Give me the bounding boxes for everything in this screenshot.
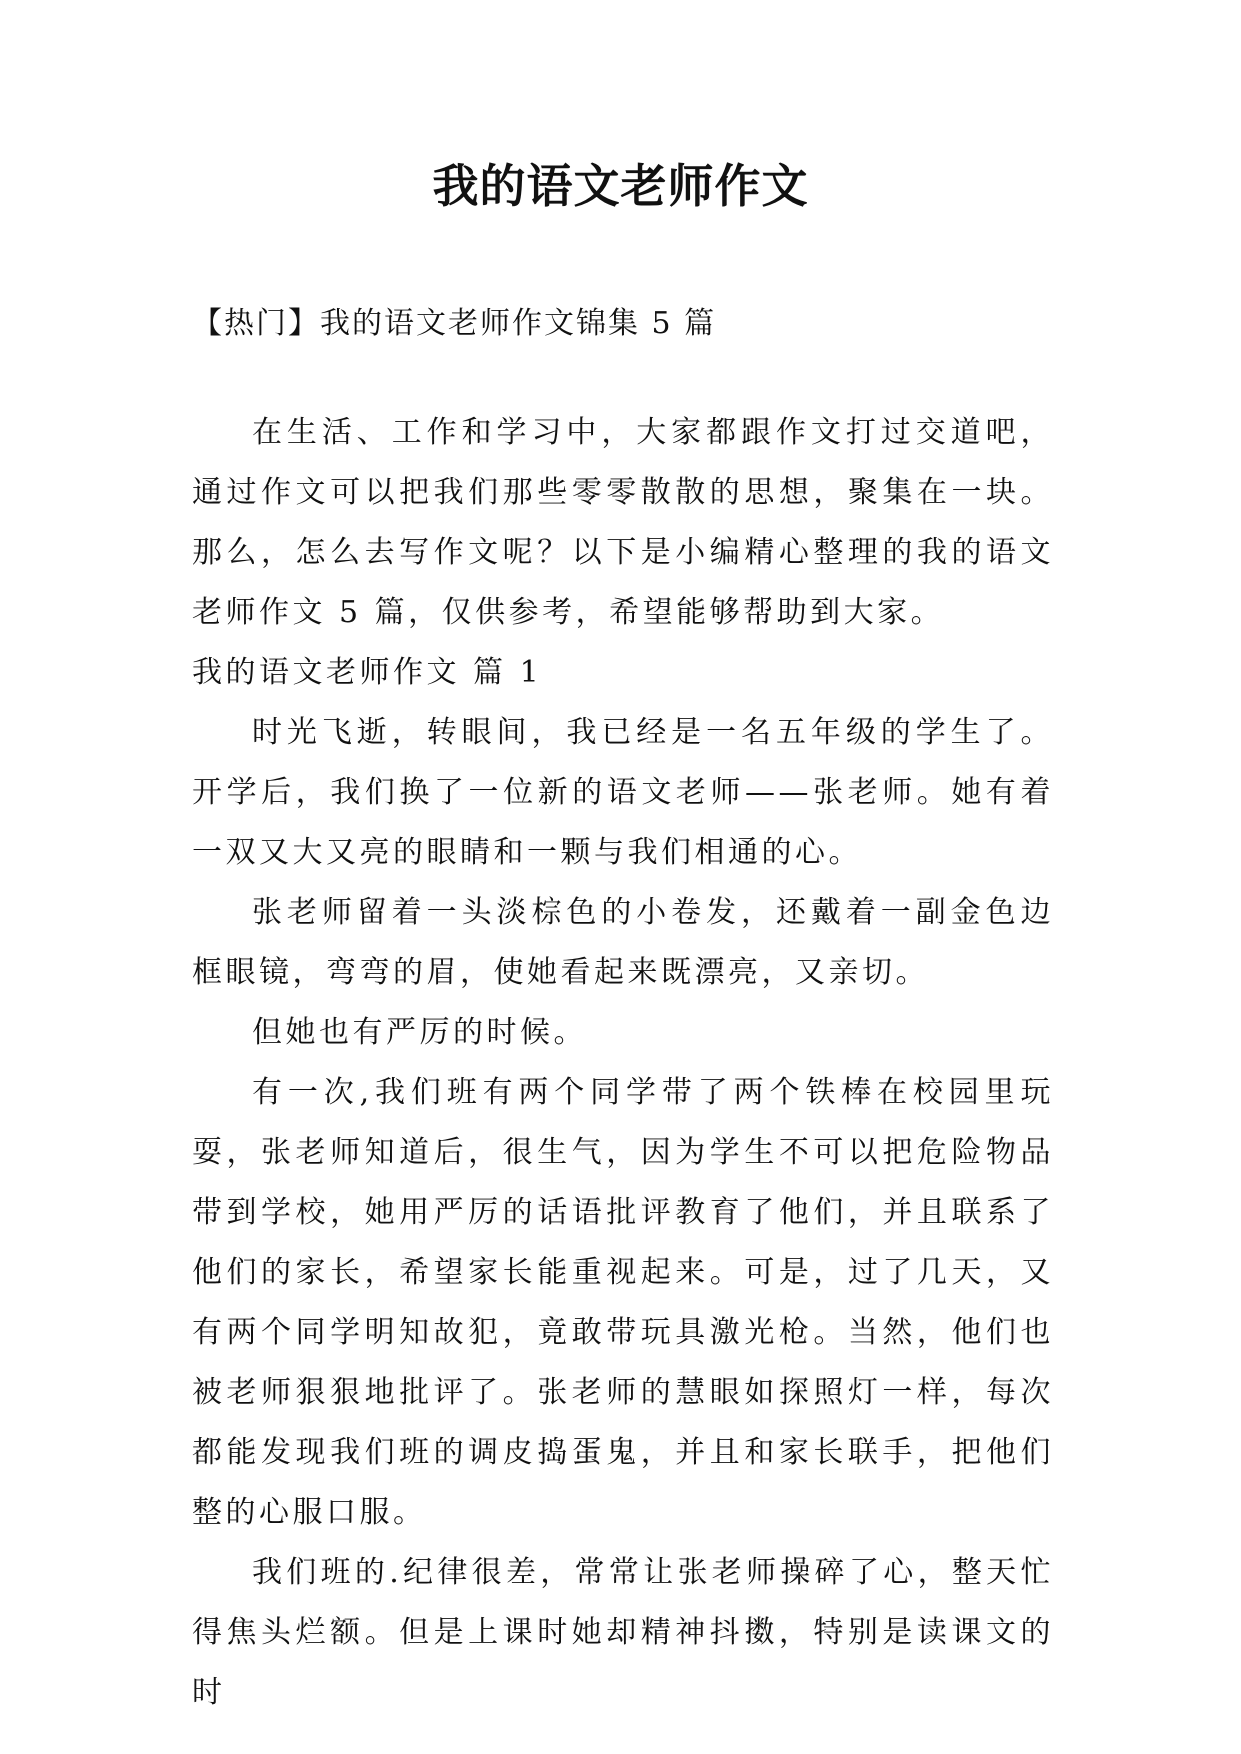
document-subtitle: 【热门】我的语文老师作文锦集 5 篇	[192, 306, 717, 341]
paragraph: 但她也有严厉的时候。	[252, 1015, 587, 1050]
section-heading: 我的语文老师作文 篇 1	[192, 655, 543, 690]
paragraph: 我们班的.纪律很差，常常让张老师操碎了心，整天忙得焦头烂额。但是上课时她却精神抖擞，特别是读课文的时	[192, 1555, 1054, 1710]
paragraph: 有一次,我们班有两个同学带了两个铁棒在校园里玩耍，张老师知道后，很生气，因为学生不可以把危险物品带到学校，她用严厉的话语批评教育了他们，并且联系了他们的家长，希望家长能重视起来。可是，过了几天，又有两个同学明知故犯，竟敢带玩具激光枪。当然，他们也被老师狠狠地批评了。张老师的慧眼如探照灯一样，每次都能发现我们班的调皮捣蛋鬼，并且和家长联手，把他们整的心服口服。	[192, 1075, 1054, 1530]
document-body	[192, 403, 1054, 1723]
paragraph: 时光飞逝，转眼间，我已经是一名五年级的学生了。开学后，我们换了一位新的语文老师——张老师。她有着一双又大又亮的眼睛和一颗与我们相通的心。	[192, 715, 1054, 870]
paragraph: 在生活、工作和学习中，大家都跟作文打过交道吧，通过作文可以把我们那些零零散散的思想，聚集在一块。那么，怎么去写作文呢？以下是小编精心整理的我的语文老师作文 5 篇，仅供参考，希望能够帮助到大家。	[192, 415, 1054, 630]
paragraph: 张老师留着一头淡棕色的小卷发，还戴着一副金色边框眼镜，弯弯的眉，使她看起来既漂亮，又亲切。	[192, 895, 1054, 990]
document-title: 我的语文老师作文	[432, 159, 809, 213]
